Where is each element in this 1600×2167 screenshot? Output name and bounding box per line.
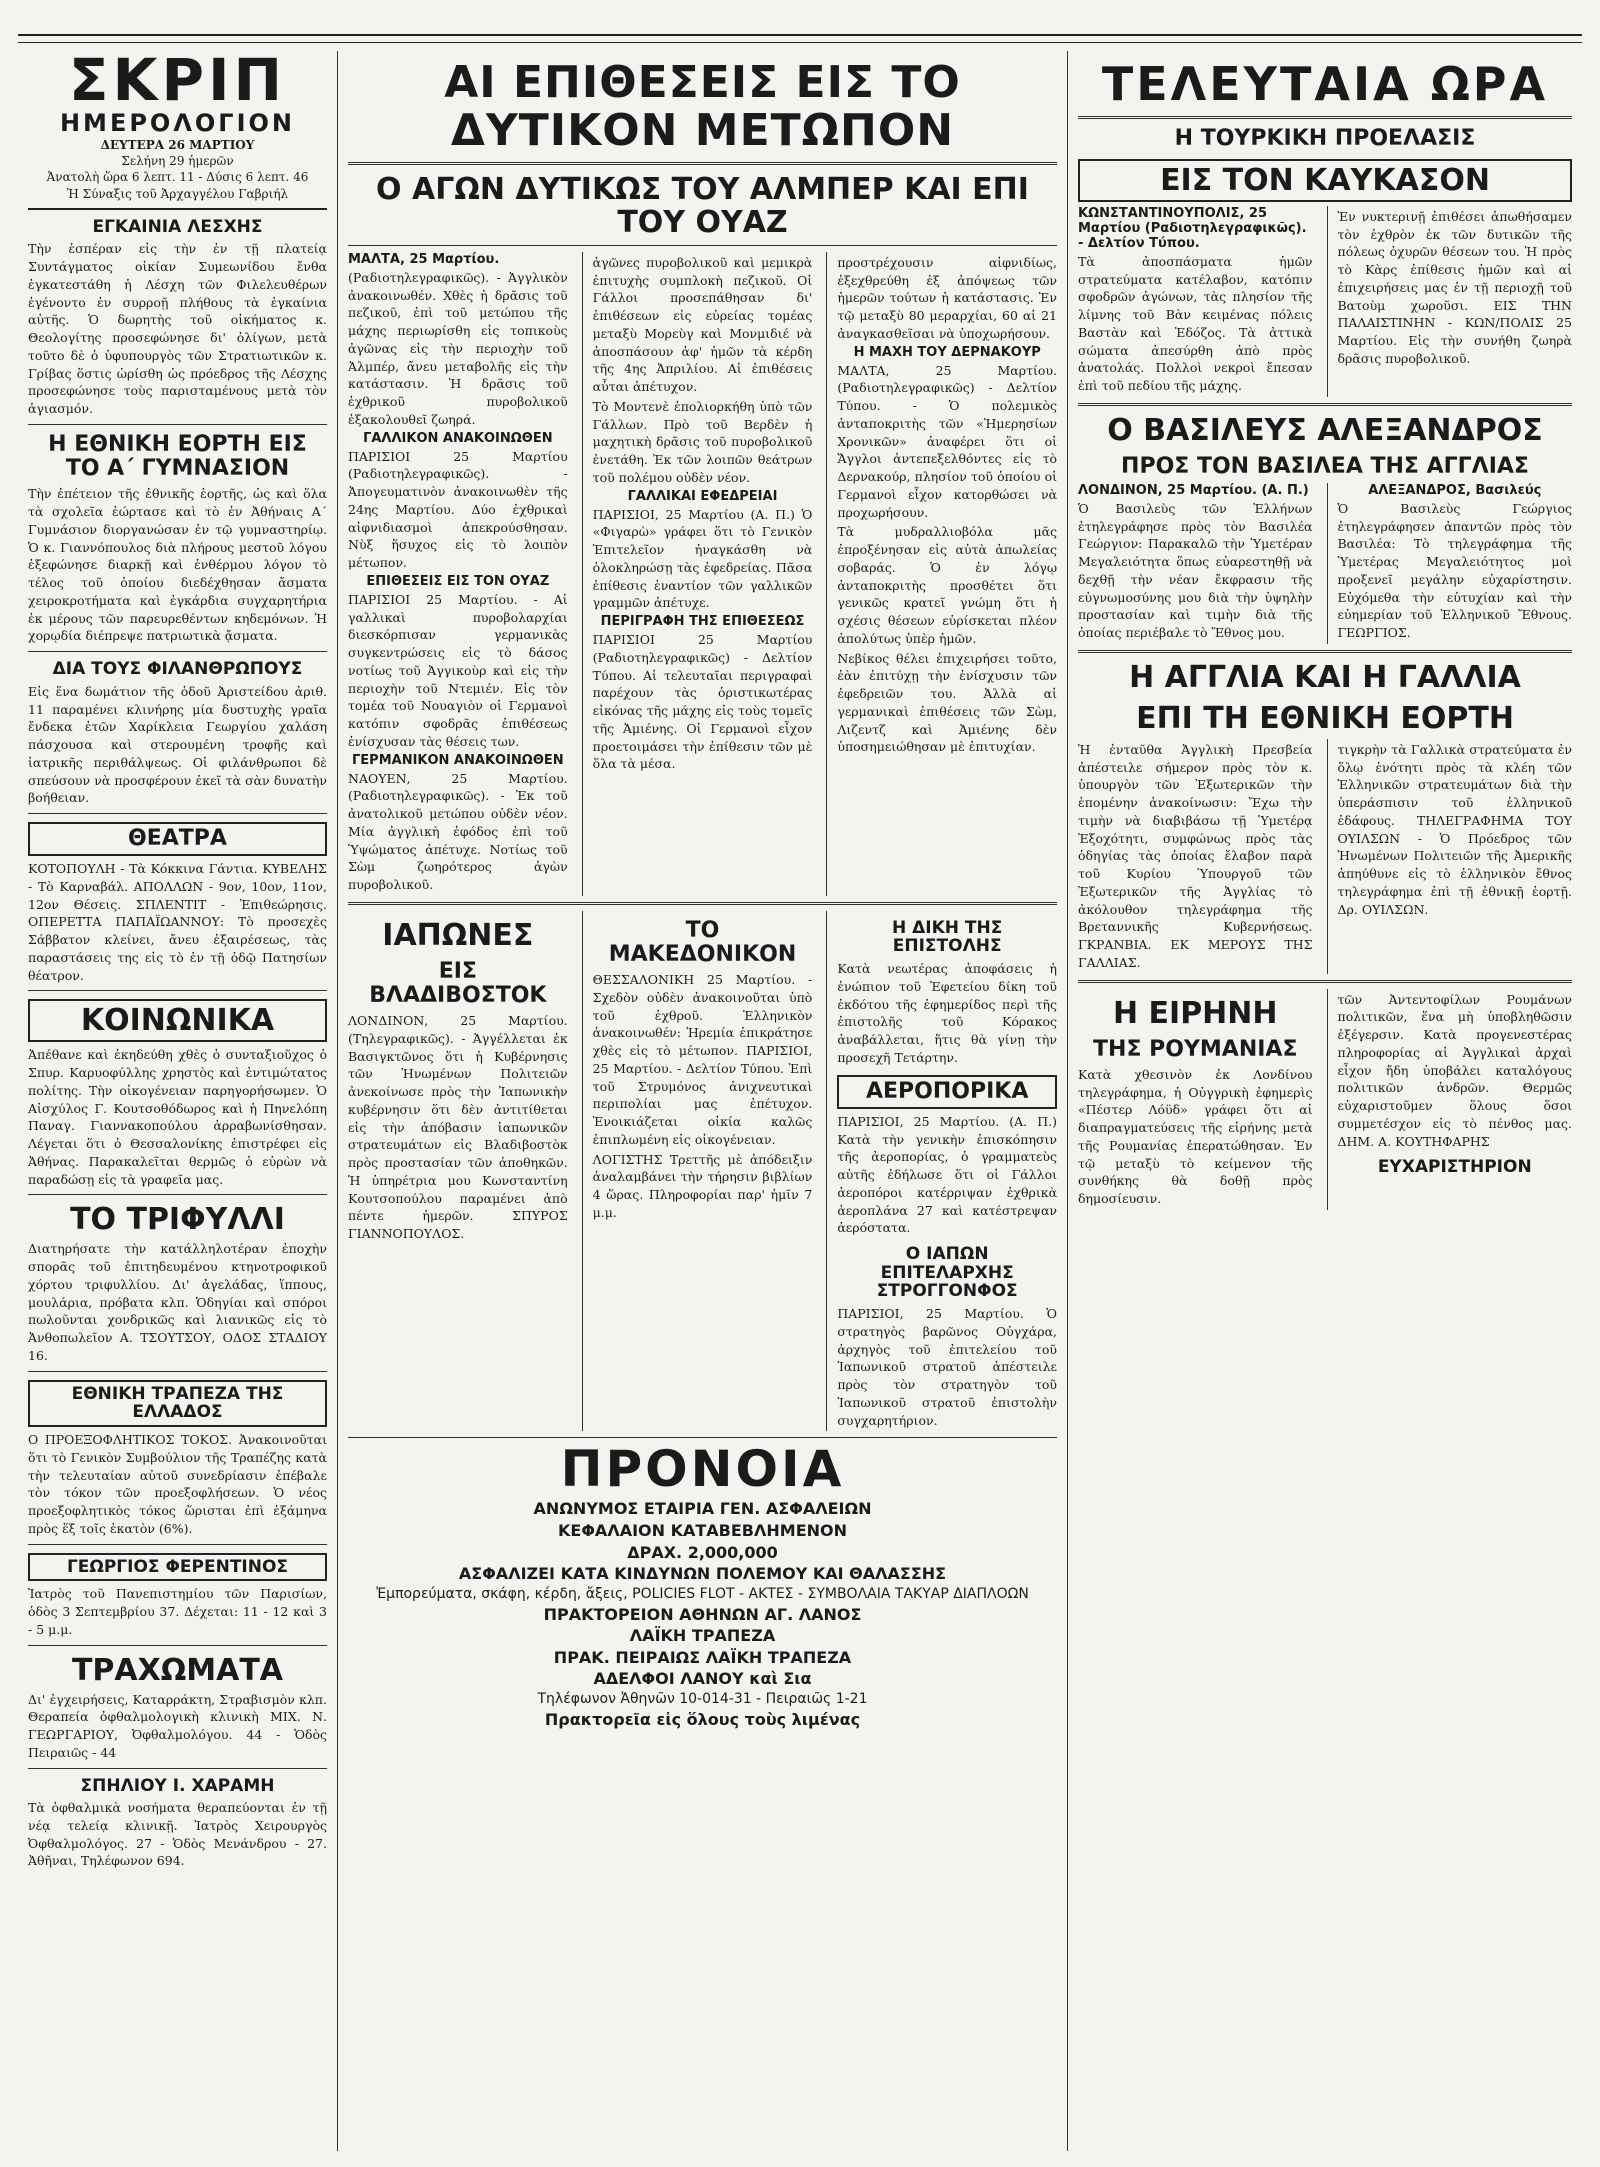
- left-head-7: ΓΕΩΡΓΙΟΣ ΦΕΡΕΝΤΙΝΟΣ: [28, 1553, 327, 1582]
- officer-text: ΠΑΡΙΣΙΟΙ, 25 Μαρτίου. Ὁ στρατηγὸς βαρῶνος Οὐγχάρα, ἀρχηγὸς τοῦ ἐπιτελείου τοῦ Ἰαπωνικοῦ στρατοῦ ἀπέστειλε πρὸς τὸν στρατηγὸν τοῦ Ἰαπωνικοῦ στρατοῦ ἐπιστολὴν συγχαρητήριον.: [837, 1306, 1058, 1428]
- war-text: Τὰ μυδραλλιοβόλα μᾶς ἐπροξένησαν εἰς αὐτὰ ἀπωλείας σοβαράς. Ὁ ἐν λόγῳ ἀνταποκριτὴς προσθέτει ὅτι γενικῶς κρατεῖ γνώμη ὅτι ἡ σχέσις θέσεων εὑρίσκεται πλέον ἀπολύτως ὑπὲρ ἡμῶν.: [837, 524, 1058, 646]
- war-col-0: [348, 252, 568, 896]
- last-hour-headline: ΤΕΛΕΥΤΑΙΑ ΩΡΑ: [1101, 57, 1549, 111]
- left-text-5: Διατηρήσατε τὴν κατάλληλοτέραν ἐποχὴν σπορᾶς τοῦ ἐπιτηδευμένου κτηνοτροφικοῦ χόρτου τριφυλλίου. Δι' ἀγελάδας, ἵππους, μουλάρια, πρόβατα κλπ. Ὁδηγίαι καὶ σπόροι πωλοῦνται χονδρικῶς καὶ λιανικῶς εἰς τὸ Ἀνθοπωλεῖον Α. ΤΣΟΥΤΣΟΥ, ΟΔΟΣ ΣΤΑΔΙΟΥ 16.: [28, 1241, 327, 1363]
- left-article-4: [28, 999, 327, 1188]
- divider: [348, 162, 1057, 165]
- japan-text: ΛΟΝΔΙΝΟΝ, 25 Μαρτίου. (Τηλεγραφικῶς). - Ἀγγέλλεται ἐκ Βασιγκτῶνος ὅτι ἡ Κυβέρνησις τῶν Ἡνωμένων Πολιτειῶν ἀνεκοίνωσε πρὸς τὴν Ἰαπωνικὴν κυβέρνησιν ὅτι δὲν ἀντιτίθεται εἰς τὴν ἀπόβασιν ἰαπωνικῶν στρατευμάτων εἰς Βλαδιβοστὸκ πρὸς προστασίαν τῶν ἀποθηκῶν. Ἡ ὑπηρέτρια μου Κωνσταντίνη Κουτσοπούλου παραμένει ἀπὸ πέντε ἡμερῶν. ΣΠΥΡΟΣ ΓΙΑΝΝΟΠΟΥΛΟΣ.: [348, 1013, 568, 1242]
- king-head-1: Ο ΒΑΣΙΛΕΥΣ ΑΛΕΞΑΝΔΡΟΣ: [1107, 412, 1543, 448]
- ef-col-0: [1078, 739, 1313, 974]
- masthead-feast: Ἡ Σύναξις τοῦ Ἀρχαγγέλου Γαβριήλ: [66, 186, 289, 201]
- divider: [28, 1371, 327, 1372]
- macedonia-article: [582, 911, 813, 1432]
- trial-text: Κατὰ νεωτέρας ἀποφάσεις ἡ ἐνώπιον τοῦ Ἐφετείου δίκη τοῦ ἐκδότου τῆς ἐφημερίδος περὶ τῆς ἐπιστολῆς τοῦ Κόρακος ἀναβάλλεται, ἥτις θὰ γίνῃ τὴν προσεχῆ Τετάρτην.: [837, 961, 1058, 1065]
- divider: [28, 1544, 327, 1545]
- turkish-text: Τὰ ἀποσπάσματα ἡμῶν στρατεύματα κατέλαβον, κατόπιν σφοδρῶν ἀγώνων, τὰς πλησίον τῆς λίμνης τοῦ Βὰν κειμένας πόλεις Βαστὰν καὶ Ἐδόζος. Τὰ ἀττικὰ σώματα ἀπεσύρθη ἀπὸ πρὸς ἀνατολάς. Πολλοὶ νεκροὶ ἔπεσαν ἐπὶ τοῦ πεδίου τῆς μάχης.: [1078, 253, 1313, 394]
- left-article-9: [28, 1777, 327, 1871]
- masthead-subtitle: ΗΜΕΡΟΛΟΓΙΟΝ: [59, 109, 296, 137]
- dateline: ΛΟΝΔΙΝΟΝ, 25 Μαρτίου. (Α. Π.): [1078, 482, 1309, 498]
- air-text: ΠΑΡΙΣΙΟΙ, 25 Μαρτίου. (Α. Π.) Κατὰ τὴν γενικὴν ἐπισκόπησιν τῆς ἀεροπορίας, ὁ γραμματεὺς αὐτῆς ἐδήλωσε ὅτι οἱ Γάλλοι ἀεροπόροι κατέρριψαν ἐχθρικὰ ἀεροπλάνα 27 καὶ κατέστρεψαν ἀερόστατα.: [837, 1113, 1058, 1236]
- top-rule: [18, 34, 1582, 43]
- divider: [28, 424, 327, 425]
- war-text: ΠΑΡΙΣΙΟΙ, 25 Μαρτίου (Α. Π.) Ὁ «Φιγαρὼ» γράφει ὅτι τὸ Γενικὸν Ἐπιτελεῖον ἠναγκάσθη νὰ ὁλοκληρώσῃ τὰς ἐφεδρείας. Πᾶσα ἐπίθεσις ἐναντίον τῶν γαλλικῶν γραμμῶν ἀπέτυχε.: [592, 506, 813, 611]
- divider: [348, 245, 1057, 246]
- ad-subtitle: ΑΝΩΝΥΜΟΣ ΕΤΑΙΡΙΑ ΓΕΝ. ΑΣΦΑΛΕΙΩΝ: [533, 1499, 872, 1519]
- romania-head-2: ΤΗΣ ΡΟΥΜΑΝΙΑΣ: [1093, 1036, 1298, 1062]
- right-column: [1068, 51, 1582, 2151]
- divider: [1078, 650, 1572, 653]
- left-article-8: [28, 1654, 327, 1762]
- king-col-1: [1327, 483, 1573, 644]
- accountant-ad: ΛΟΓΙΣΤΗΣ Τρεττῆς μὲ ἀπόδειξιν ἀναλαμβάνει τὴν τήρησιν βιβλίων 4 ὥρας. Πληροφορίαι παρ' ἡμῖν 7 μ.μ.: [592, 1151, 813, 1220]
- war-text: ΠΑΡΙΣΙΟΙ 25 Μαρτίου (Ραδιοτηλεγραφικῶς). - Ἀπογευματινὸν ἀνακοινωθὲν τῆς 24ης Μαρτίου. Δύο ἐχθρικαὶ αἰφνιδιασμοὶ ἀπεκρούσθησαν. Νὺξ ἥσυχος εἰς τὸ λοιπὸν μέτωπον.: [348, 448, 568, 571]
- left-column: [18, 51, 338, 2151]
- war-col-1: [582, 252, 813, 896]
- ad-line: Τηλέφωνον Ἀθηνῶν 10-014-31 - Πειραιῶς 1-21: [537, 1691, 868, 1708]
- macedonia-text: ΘΕΣΣΑΛΟΝΙΚΗ 25 Μαρτίου. - Σχεδὸν οὐδὲν ἀνακοινοῦται ὑπὸ τοῦ ἐχθροῦ. Ἑλληνικὸν ἀνακοινωθέν: Ἡρεμία ἐπικράτησε χθὲς εἰς τὸ μέτωπον. ΠΑΡΙΣΙΟΙ, 25 Μαρτίου. - Δελτίον Τύπου. Ἐπὶ τοῦ Στρυμόνος ἀνιχνευτικαὶ περιπολίαι μας ἐπέτυχον. Ἐνοικιάζεται οἰκία καλῶς ἐπιπλωμένη εἰς οἰκογένειαν.: [592, 972, 813, 1147]
- thanks-head: ΕΥΧΑΡΙΣΤΗΡΙΟΝ: [1377, 1157, 1532, 1178]
- war-text: Νεβίκος θέλει ἐπιχειρήσει τοῦτο, ἐὰν ἐπιτύχῃ τὴν ἐνίσχυσιν τῶν ἐφεδρειῶν του. Ἀλλὰ αἱ γερμανικαὶ ἐπιθέσεις τῶν Σὼμ, Λιζεντζ καὶ Ἀμιένης δὲν ὑποσημειώθησαν μὲ ἐπιτυχίαν.: [837, 650, 1058, 755]
- divider: [28, 990, 327, 991]
- romania-col-0: [1078, 989, 1313, 1210]
- war-col-2: [826, 252, 1057, 896]
- england-france-head-2: ΕΠΙ ΤΗ ΕΘΝΙΚΗ ΕΟΡΤΗ: [1136, 700, 1514, 736]
- king-text: Ὁ Βασιλεὺς Γεώργιος ἐτηλεγράφησεν ἀπαντῶν πρὸς τὸν Βασιλέα: Τὸ τηλεγράφημα τῆς Ὑμετέρας Μεγαλειότητος μοὶ προξενεῖ μεγάλην εὐχαρίστησιν. Εὐχόμεθα τὴν εὐτυχίαν καὶ τὴν εὐημερίαν τοῦ Ἑλληνικοῦ Ἔθνους. ΓΕΩΡΓΙΟΣ.: [1337, 500, 1572, 641]
- left-article-2: [28, 660, 327, 807]
- king-head-2: ΠΡΟΣ ΤΟΝ ΒΑΣΙΛΕΑ ΤΗΣ ΑΓΓΛΙΑΣ: [1121, 453, 1529, 479]
- war-text: προστρέχουσιν αἰφνιδίως, ἐξεχθρεύθη ἐξ ἀπόψεως τῶν ἡμερῶν τούτων ἡ κατάστασις. Ἐν τῷ μεταξὺ 80 μεραρχίαι, 60 αἱ 21 ἀναγκασθεῖσαι νὰ ὑποχωρήσουν.: [837, 254, 1058, 341]
- left-text-8: Δι' ἐγχειρήσεις, Καταρράκτη, Στραβισμὸν κλπ. Θεραπεία ὀφθαλμολογικὴ κλινικὴ ΜΙΧ. Ν. ΓΕΩΡΓΑΡΙΟΥ, Ὀφθαλμολόγου. 44 - Ὁδὸς Πειραιῶς - 44: [28, 1691, 327, 1760]
- dateline: ΜΑΛΤΑ, 25 Μαρτίου.: [348, 251, 500, 267]
- left-head-6: ΕΘΝΙΚΗ ΤΡΑΠΕΖΑ ΤΗΣ ΕΛΛΑΔΟΣ: [28, 1380, 327, 1427]
- ad-line: ΔΡΑΧ. 2,000,000: [627, 1542, 778, 1562]
- main-subhead: Ο ΑΓΩΝ ΔΥΤΙΚΩΣ ΤΟΥ ΑΛΜΠΕΡ ΚΑΙ ΕΠΙ ΤΟΥ ΟΥΑΖ: [376, 171, 1029, 240]
- left-head-0: ΕΓΚΑΙΝΙΑ ΛΕΣΧΗΣ: [92, 216, 263, 237]
- ad-title: ΠΡΟΝΟΙΑ: [560, 1440, 845, 1499]
- left-head-8: ΤΡΑΧΩΜΑΤΑ: [71, 1652, 284, 1688]
- ad-line: ΑΣΦΑΛΙΖΕΙ ΚΑΤΑ ΚΙΝΔΥΝΩΝ ΠΟΛΕΜΟΥ ΚΑΙ ΘΑΛΑΣΣΗΣ: [458, 1564, 947, 1584]
- ad-line: ΠΡΑΚΤΟΡΕΙΟΝ ΑΘΗΝΩΝ ΑΓ. ΛΑΝΟΣ: [543, 1604, 862, 1624]
- ad-line: Πρακτορεῖα εἰς ὅλους τοὺς λιμένας: [544, 1709, 861, 1729]
- war-text: ΜΑΛΤΑ, 25 Μαρτίου. (Ραδιοτηλεγραφικῶς) - Δελτίον Τύπου. - Ὁ πολεμικὸς ἀνταποκριτὴς τῶν «Ἡμερησίων Χρονικῶν» ἀναφέρει ὅτι οἱ Ἄγγλοι ἀντεπεξελθόντες εἰς τὸ Δερνακούρ, πλησίον τοῦ ὁποίου οἱ Γερμανοὶ εἶχον κατορθώσει νὰ προχωρήσουν.: [837, 362, 1058, 520]
- dateline: Η ΜΑΧΗ ΤΟΥ ΔΕΡΝΑΚΟΥΡ: [853, 344, 1041, 360]
- left-article-7: [28, 1553, 327, 1639]
- ef-text: τιγκρὴν τὰ Γαλλικὰ στρατεύματα ἐν ὅλῳ ἑνότητι πρὸς τὰ κλέη τῶν Ἑλληνικῶν στρατευμάτων διὰ τὴν ὑπεράσπισιν τοῦ ἑλληνικοῦ ἐδάφους. ΤΗΛΕΓΡΑΦΗΜΑ ΤΟΥ ΟΥΙΛΣΩΝ - Ὁ Πρόεδρος τῶν Ἡνωμένων Πολιτειῶν τῆς Ἀμερικῆς ἀπηύθυνε εἰς τὸ ἑλληνικὸν ἔθνος τηλεγράφημα ἐπὶ τῇ ἐθνικῇ ἑορτῇ. Δρ. ΟΥΙΛΣΩΝ.: [1337, 741, 1572, 917]
- japan-article: [348, 911, 568, 1432]
- ad-line: ΛΑΪΚΗ ΤΡΑΠΕΖΑ: [629, 1626, 776, 1646]
- main-headline: ΑΙ ΕΠΙΘΕΣΕΙΣ ΕΙΣ ΤΟ ΔΥΤΙΚΟΝ ΜΕΤΩΠΟΝ: [444, 57, 961, 157]
- dateline: ΓΕΡΜΑΝΙΚΟΝ ΑΝΑΚΟΙΝΩΘΕΝ: [352, 752, 564, 768]
- war-text: ΠΑΡΙΣΙΟΙ 25 Μαρτίου (Ραδιοτηλεγραφικῶς) - Δελτίον Τύπου. Αἱ τελευταῖαι περιγραφαὶ παρέχουν τὰς ὁριστικωτέρας εἰκόνας τῆς μάχης εἰς τοὺς τομεῖς τῆς Ἀμιένης. Οἱ Γερμανοὶ εἶχον προετοιμάσει τὴν ἐπίθεσιν τῶν μὲ ὅλα τὰ μέσα.: [592, 632, 813, 772]
- dateline: ΠΕΡΙΓΡΑΦΗ ΤΗΣ ΕΠΙΘΕΣΕΩΣ: [600, 614, 805, 630]
- divider: [348, 1437, 1057, 1438]
- divider: [1078, 980, 1572, 983]
- divider: [28, 1645, 327, 1646]
- masthead: [28, 51, 327, 210]
- japan-head-1: ΙΑΠΩΝΕΣ: [382, 917, 534, 953]
- ad-line: ΚΕΦΑΛΑΙΟΝ ΚΑΤΑΒΕΒΛΗΜΕΝΟΝ: [558, 1521, 847, 1540]
- romania-head-1: Η ΕΙΡΗΝΗ: [1112, 995, 1278, 1031]
- england-france-head-1: Η ΑΓΓΛΙΑ ΚΑΙ Η ΓΑΛΛΙΑ: [1129, 659, 1521, 695]
- divider: [28, 1194, 327, 1195]
- left-text-4: Ἀπέθανε καὶ ἐκηδεύθη χθὲς ὁ συνταξιοῦχος ὁ Σπυρ. Καρυοφύλλης χρηστὸς καὶ ἐντιμώτατος πολίτης. Τὴν οἰκογένειαν παρηγορήσωμεν. Ὁ Αἰσχύλος Γ. Κουτσοθόδωρος καὶ ἡ Πηνελόπη Παναγ. Γιαννακοπούλου ἀρραβωνίσθησαν. Λέγεται ὅτι ὁ Θεσσαλονίκης ἐπιστρέφει εἰς Ἀθήνας. Παρακαλεῖται θερμῶς ὁ εὑρὼν νὰ παραδώσῃ εἰς τὰ γραφεῖα μας.: [28, 1047, 327, 1187]
- king-col-0: [1078, 483, 1313, 644]
- divider: [28, 813, 327, 814]
- left-head-4: ΚΟΙΝΩΝΙΚΑ: [28, 999, 327, 1042]
- masthead-title: ΣΚΡΙΠ: [68, 51, 287, 114]
- ef-text: Ἡ ἐνταῦθα Ἀγγλικὴ Πρεσβεία ἀπέστειλε σήμερον πρὸς τὸν κ. ὑπουργὸν τῶν Ἐξωτερικῶν τὴν ἑπομένην ἀνακοίνωσιν: Ἔχω τὴν τιμὴν νὰ διαβιβάσω τῇ Ὑμετέρᾳ Ἐξοχότητι, συμφώνως πρὸς τὰς ὁδηγίας τὰς ὁποίας ἔλαβον παρὰ τοῦ Κυρίου Ὑπουργοῦ τῶν Ἐξωτερικῶν τῆς Ἀγγλίας τὸ ἀκόλουθον τηλεγράφημα τῆς Βρεταννικῆς Κυβερνήσεως. ΓΚΡΑΝΒΙΑ. ΕΚ ΜΕΡΟΥΣ ΤΗΣ ΓΑΛΛΙΑΣ.: [1078, 741, 1313, 970]
- left-head-5: ΤΟ ΤΡΙΦΥΛΛΙ: [70, 1202, 285, 1238]
- left-text-7: Ἰατρὸς τοῦ Πανεπιστημίου τῶν Παρισίων, ὁδὸς 3 Σεπτεμβρίου 37. Δέχεται: 11 - 12 καὶ 3 - 5 μ.μ.: [28, 1586, 327, 1637]
- trial-head: Η ΔΙΚΗ ΤΗΣ ΕΠΙΣΤΟΛΗΣ: [891, 917, 1003, 957]
- romania-text: Κατὰ χθεσινὸν ἐκ Λονδίνου τηλεγράφημα, ἡ Οὐγγρικὴ ἐφημερὶς «Πέστερ Λόϋδ» γράφει ὅτι αἱ διαπραγματεύσεις τῆς εἰρήνης μετὰ τῆς Ρουμανίας ἐπερατώθησαν. Ἐν τῷ μεταξὺ τὸ κείμενον τῆς συνθήκης θὰ δοθῇ πρὸς δημοσίευσιν.: [1078, 1066, 1313, 1207]
- war-text: Τὸ Μοντενὲ ἐπολιορκήθη ὑπὸ τῶν Γάλλων. Πρὸ τοῦ Βερδὲν ἡ μαχητικὴ δρᾶσις τοῦ πυροβολικοῦ ἐνετάθη. Ἐκ τῶν λοιπῶν θεάτρων τοῦ πολέμου οὐδὲν νέον.: [592, 398, 813, 485]
- dateline: ΚΩΝΣΤΑΝΤΙΝΟΥΠΟΛΙΣ, 25 Μαρτίου (Ραδιοτηλεγραφικῶς). - Δελτίον Τύπου.: [1078, 205, 1307, 251]
- lower-news: [348, 911, 1057, 1432]
- left-article-1: [28, 433, 327, 645]
- japan-head-2: ΕΙΣ ΒΛΑΔΙΒΟΣΤΟΚ: [369, 958, 547, 1008]
- romania-col-1: [1327, 989, 1573, 1210]
- left-text-3: ΚΟΤΟΠΟΥΛΗ - Τὰ Κόκκινα Γάντια. ΚΥΒΕΛΗΣ - Τὸ Καρναβάλ. ΑΠΟΛΛΩΝ - 9ον, 10ον, 11ον, 12ον Θέσεις. ΣΠΛΕΝΤΙΤ - Ἐπιθεώρησις. ΟΠΕΡΕΤΤΑ ΠΑΠΑΪΩΑΝΝΟΥ: Τὸ προσεχὲς Σάββατον κλείνει, ἄνευ ἐξαιρέσεως, τὰς παραστάσεις της εἰς τὸ ἐν τῇ ὁδῷ Πατησίων θέατρον.: [28, 861, 327, 983]
- left-head-2: ΔΙΑ ΤΟΥΣ ΦΙΛΑΝΘΡΩΠΟΥΣ: [52, 659, 303, 680]
- left-head-1: Η ΕΘΝΙΚΗ ΕΟΡΤΗ ΕΙΣ ΤΟ Α΄ ΓΥΜΝΑΣΙΟΝ: [48, 431, 307, 482]
- left-article-5: [28, 1203, 327, 1364]
- officer-head: Ο ΙΑΠΩΝ ΕΠΙΤΕΛΑΡΧΗΣ ΣΤΡΟΓΓΟΝΦΟΣ: [876, 1244, 1018, 1302]
- trial-article: [826, 911, 1057, 1432]
- columns: [18, 51, 1582, 2151]
- dateline: ΓΑΛΛΙΚΑΙ ΕΦΕΔΡΕΙΑΙ: [627, 488, 778, 504]
- air-head: ΑΕΡΟΠΟΡΙΚΑ: [837, 1075, 1057, 1109]
- king-article: [1078, 483, 1572, 644]
- masthead-moon: Σελήνη 29 ἡμερῶν: [121, 154, 234, 169]
- divider: [28, 651, 327, 652]
- turkish-head-1: Η ΤΟΥΡΚΙΚΗ ΠΡΟΕΛΑΣΙΣ: [1174, 125, 1476, 151]
- left-article-0: [28, 218, 327, 418]
- left-article-6: [28, 1380, 327, 1538]
- ef-col-1: [1327, 739, 1573, 974]
- war-text: ἀγῶνες πυροβολικοῦ καὶ μεμικρὰ ἐπιτυχὴς συμπλοκὴ πεζικοῦ. Οἱ Γάλλοι προσεπάθησαν δι' ἐπιθέσεων εἰς εὐρείας τομέας μεταξὺ Μορεὺγ καὶ Μονμιδιέ νὰ ἀποσπάσουν ἀφ' ἡμῶν τὰ κέρδη τῆς 4ης Ἀπριλίου. Αἱ ἐπιθέσεις αὗται ἀπέτυχον.: [592, 254, 813, 395]
- left-text-1: Τὴν ἐπέτειον τῆς ἐθνικῆς ἑορτῆς, ὡς καὶ ὅλα τὰ σχολεῖα ἑώρτασε καὶ τὸ ἐν Ἀθήναις Α΄ Γυμνάσιον διοργανώσαν ἐν τῷ γυμναστηρίῳ. Ὁ κ. Γιαννόπουλος διὰ πλήρους μεστοῦ λόγου ἐξεφώνησε διαρκῇ καὶ ἐνθέρμου λόγον τὸ τέλος τοῦ ὁποίου διεδέχθησαν ἄσματα χειροκροτήματα καὶ ἐγκάρδια συγχαρητήρια ἐκ μέρους τῶν παρευρεθέντων κηδεμόνων. Ἡ χορῳδία διέπρεψε πατριωτικὰ ᾄσματα.: [28, 486, 327, 644]
- masthead-sun: Ἀνατολὴ ὥρα 6 λεπτ. 11 - Δύσις 6 λεπτ. 46: [46, 170, 309, 185]
- left-text-9: Τὰ ὀφθαλμικὰ νοσήματα θεραπεύονται ἐν τῇ νέᾳ τελείᾳ κλινικῇ. Ἰατρὸς Χειρουργὸς Ὀφθαλμολόγος. 27 - Ὁδὸς Μενάνδρου - 27. Ἀθῆναι, Τηλέφωνον 694.: [28, 1800, 327, 1869]
- left-head-3: ΘΕΑΤΡΑ: [28, 822, 327, 856]
- left-text-6: Ο ΠΡΟΕΞΟΦΛΗΤΙΚΟΣ ΤΟΚΟΣ. Ἀνακοινοῦται ὅτι τὸ Γενικὸν Συμβούλιον τῆς Τραπέζης κατὰ τὴν τελευταίαν αὐτοῦ συνεδρίασιν ἐπέβαλε τὸν τόκον τῶν προεξοφλήσεων. Ὁ νέος προεξοφλητικὸς τόκος ὥρισται ἐπὶ ἑξάμηνα πρὸς ἕξ τοῖς ἑκατὸν (6%).: [28, 1432, 327, 1536]
- divider: [1078, 116, 1572, 119]
- king-text: Ὁ Βασιλεὺς τῶν Ἑλλήνων ἐτηλεγράφησε πρὸς τὸν Βασιλέα Γεώργιον: Παρακαλῶ τὴν Ὑμετέραν Μεγαλειότητα ὅπως εὐαρεστηθῇ νὰ δεχθῇ τὴν νέαν ἔκφρασιν τῆς εὐγνωμοσύνης μου διὰ τὴν ὑψηλὴν προστασίαν καὶ τιμὴν διὰ τῆς ὁποίας περιέβαλε τὸ Ἔθνος μου.: [1078, 500, 1313, 641]
- turkish-col-1: [1327, 206, 1573, 397]
- ad-line: Ἐμπορεύματα, σκάφη, κέρδη, ἄξεις, POLICIES FLOT - ΑΚΤΕΣ - ΣΥΜΒΟΛΑΙΑ ΤΑΚΥΑΡ ΔΙΑΠΛΟΩΝ: [376, 1585, 1029, 1602]
- dateline: ΓΑΛΛΙΚΟΝ ΑΝΑΚΟΙΝΩΘΕΝ: [363, 430, 553, 446]
- left-article-3: [28, 822, 327, 984]
- macedonia-head: ΤΟ ΜΑΚΕΔΟΝΙΚΟΝ: [608, 917, 797, 967]
- left-text-0: Τὴν ἑσπέραν εἰς τὴν ἐν τῇ πλατείᾳ Συντάγματος οἰκίαν Συμεωνίδου ἔνθα ἐγκατεστάθη ἡ Λέσχη τῶν Φιλελευθέρων ἐγένοντο ἐν συρροῇ πλήθους τὰ ἐγκαίνια αὐτῆς. Ὁ δωρητὴς τοῦ οἰκήματος κ. Θεολογίτης προσεφώνησε δι' ὀλίγων, μετὰ τοῦτο δὲ ὁ ὑφυπουργὸς τῶν Στρατιωτικῶν κ. Γρίβας ὅστις ὡρίσθη ὡς πρόεδρος τῆς Λέσχης προσεφώνησε τοὺς παρισταμένους μετὰ τὸν ἁγιασμόν.: [28, 241, 327, 417]
- turkish-text: Ἐν νυκτερινῇ ἐπιθέσει ἀπωθήσαμεν τὸν ἐχθρὸν ἐκ τῶν δυτικῶν τῆς πόλεως ὀχυρῶν θέσεων του. Ἡ πρὸς τὸ Κὰρς ἐπίθεσις ἡμῶν καὶ αἱ ἐπιχειρήσεις μας ἐν τῇ περιοχῇ τοῦ Βατοὺμ χωροῦσι. ΕΙΣ ΤΗΝ ΠΑΛΑΙΣΤΙΝΗΝ - ΚΩΝ/ΠΟΛΙΣ 25 Μαρτίου. Εἰς τὴν συνήθη ζωηρὰ δρᾶσις πυροβολικοῦ.: [1337, 208, 1572, 366]
- pronoia-ad: [348, 1440, 1057, 1730]
- war-text: ΝΑΟΥΕΝ, 25 Μαρτίου. (Ραδιοτηλεγραφικῶς). - Ἐκ τοῦ ἀνατολικοῦ μετώπου οὐδὲν νέον. Μία ἀγγλικὴ ἐφόδος ἐπὶ τοῦ Ὑψώματος ἀπέτυχε. Νοτίως τοῦ Σὼμ ζωηρότερος ἀγὼν πυροβολικοῦ.: [348, 770, 568, 893]
- ad-line: ΠΡΑΚ. ΠΕΙΡΑΙΩΣ ΛΑΪΚΗ ΤΡΑΠΕΖΑ: [553, 1647, 852, 1667]
- masthead-day: ΔΕΥΤΕΡΑ 26 ΜΑΡΤΙΟΥ: [100, 138, 255, 152]
- romania-article: [1078, 989, 1572, 1210]
- turkish-col-0: [1078, 206, 1313, 397]
- divider: [348, 902, 1057, 905]
- ad-line: ΑΔΕΛΦΟΙ ΛΑΝΟΥ καὶ Σια: [593, 1669, 812, 1689]
- dateline: ΕΠΙΘΕΣΕΙΣ ΕΙΣ ΤΟΝ ΟΥΑΖ: [366, 573, 550, 589]
- dateline: ΑΛΕΞΑΝΔΡΟΣ, Βασιλεύς: [1368, 482, 1542, 498]
- left-head-9: ΣΠΗΛΙΟΥ Ι. ΧΑΡΑΜΗ: [80, 1775, 275, 1796]
- middle-column: [338, 51, 1068, 2151]
- romania-text: τῶν Ἀντεντοφίλων Ρουμάνων πολιτικῶν, ἕνα μὴ ὑποβληθῶσιν ἐξέγερσιν. Κατὰ προγενεστέρας πληροφορίας αἱ Ἀγγλικαὶ ἀρχαὶ εἶχον ἤδη ὑποβάλει καταλόγους πολιτικῶν ἀνδρῶν. Θερμῶς εὐχαριστοῦμεν ὅλους ὅσοι συμμετέσχον εἰς τὸ πένθος μας. ΔΗΜ. Α. ΚΟΥΤΗΦΑΡΗΣ: [1337, 991, 1572, 1149]
- turkish-head-2: ΕΙΣ ΤΟΝ ΚΑΥΚΑΣΟΝ: [1078, 159, 1572, 202]
- divider: [1078, 403, 1572, 406]
- england-france-article: [1078, 739, 1572, 974]
- war-text: (Ραδιοτηλεγραφικῶς). - Ἀγγλικὸν ἀνακοινωθέν. Χθὲς ἡ δρᾶσις τοῦ πεζικοῦ, ἐπὶ τοῦ μετώπου τῆς μάχης περιωρίσθη εἰς τοπικοὺς ἀγῶνας εἰς τὴν περιοχὴν τοῦ Ἀλμπέρ, ἄνευ μεταβολῆς εἰς τὴν κατάστασιν. Ἡ δρᾶσις τοῦ ἐχθρικοῦ πυροβολικοῦ ἐξακολουθεῖ ζωηρά.: [348, 269, 568, 427]
- war-text: ΠΑΡΙΣΙΟΙ 25 Μαρτίου. - Αἱ γαλλικαὶ πυροβολαρχίαι διεσκόρπισαν γερμανικὰς συγκεντρώσεις εἰς τὸ δάσος νοτίως τοῦ Ἀγγικοὺρ καὶ εἰς τὴν περιοχὴν τοῦ Ντεμιέν. Εἰς τὸν τομέα τοῦ Νουαγιὸν οἱ Γερμανοὶ κατόπιν σφοδρᾶς ἐπιθέσεως ἐνίσχυσαν τὰς θέσεις των.: [348, 591, 568, 749]
- left-text-2: Εἰς ἕνα δωμάτιον τῆς ὁδοῦ Ἀριστείδου ἀριθ. 11 παραμένει κλινήρης μία δυστυχὴς γραῖα ἔνδεκα ἐτῶν Χαρίκλεια Γεωργίου χαλάση πάσχουσα καὶ στερουμένη τροφῆς καὶ ἰατρικῆς περιθάλψεως. Οἱ φιλάνθρωποι δὲ σπεύσουν νὰ προσφέρουν ἐκεῖ τὰ σὰν δυνατὴν βοήθειαν.: [28, 683, 327, 806]
- turkish-article: [1078, 206, 1572, 397]
- divider: [28, 1768, 327, 1769]
- war-report-columns: [348, 252, 1057, 896]
